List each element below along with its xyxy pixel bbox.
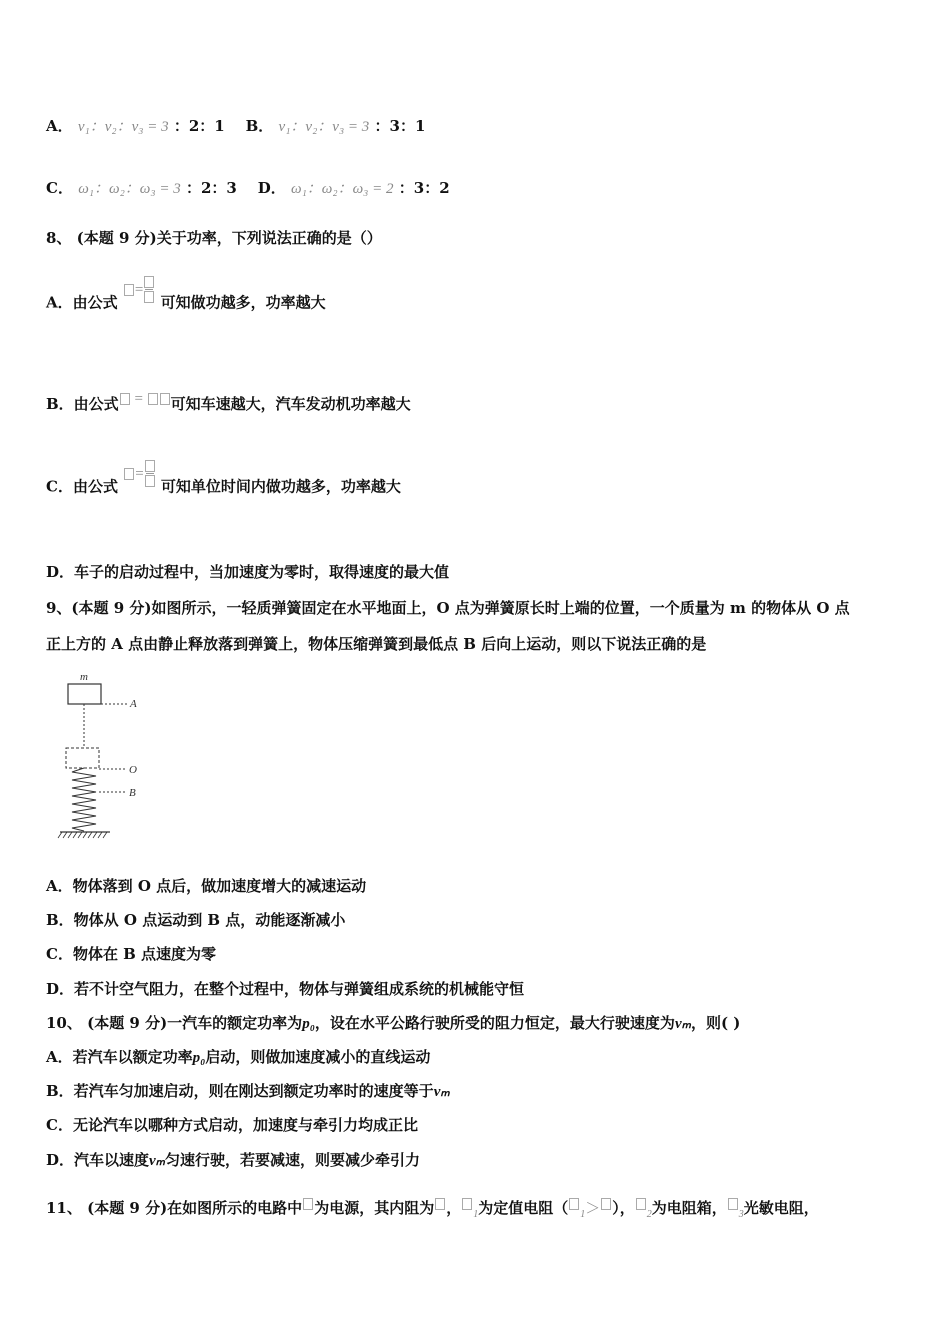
spring-coil: [72, 768, 96, 831]
q9-option-c: C．物体在 B 点速度为零: [46, 945, 217, 963]
q8-option-d: D．车子的启动过程中，当加速度为零时，取得速度的最大值: [46, 563, 450, 581]
symbol-r1b: [569, 1198, 579, 1210]
q8-stem: 8、 (本题 9 分)关于功率，下列说法正确的是（）: [46, 229, 382, 247]
ground-hatching: [58, 832, 107, 838]
q8-option-a-pre: A．由公式: [46, 293, 118, 312]
q7-option-d-expr: ω₁：ω₂：ω₃ = 2: [290, 181, 394, 197]
q10-option-b-pre: B．若汽车匀加速启动，则在刚达到额定功率时的速度等于: [46, 1082, 434, 1100]
fig-label-m: m: [80, 671, 88, 683]
symbol-r3: [728, 1198, 738, 1210]
q10-option-b: [46, 1081, 450, 1102]
q11-text-5: 为电阻箱，: [651, 1199, 727, 1217]
q11-gt: ＞: [585, 1201, 601, 1217]
spring-diagram: [56, 668, 156, 843]
q9-option-b: B．物体从 O 点运动到 B 点，动能逐渐减小: [46, 911, 346, 929]
q11-text-6: 光敏电阻，: [743, 1199, 819, 1217]
q11-stem-pre: 11、 (本题 9 分)在如图所示的电路中: [46, 1199, 303, 1217]
q10-option-d: [46, 1150, 420, 1171]
symbol-r1: [462, 1198, 472, 1210]
symbol-r2: [636, 1198, 646, 1210]
q9-option-d: D．若不计空气阻力，在整个过程中，物体与弹簧组成系统的机械能守恒: [46, 980, 525, 998]
q10-stem-mid: ，设在水平公路行驶所受的阻力恒定，最大行驶速度为: [314, 1014, 675, 1032]
mass-block-at-a: [68, 684, 101, 704]
symbol-e: [303, 1198, 313, 1210]
q8-option-c: [46, 465, 401, 501]
q7-option-a-label: A．: [46, 117, 73, 135]
sub-3: 3: [738, 1209, 744, 1220]
q11-text-1: 为电源，其内阻为: [314, 1199, 435, 1217]
fig-label-b: B: [129, 787, 136, 799]
fig-label-a: A: [130, 698, 137, 710]
q7-option-b-tail: ：3：1: [374, 117, 426, 135]
fig-label-o: O: [129, 764, 137, 776]
q7-option-d-label: D．: [257, 179, 286, 197]
q9-option-a: A．物体落到 O 点后，做加速度增大的减速运动: [46, 877, 367, 895]
q7-option-c-label: C．: [46, 179, 73, 197]
q11-text-2: ，: [446, 1199, 462, 1217]
q7-option-b-expr: v₁：v₂：v₃ = 3: [278, 119, 370, 135]
q9-stem-line1: 9、(本题 9 分)如图所示，一轻质弹簧固定在水平地面上，O 点为弹簧原长时上端的位置，一个质量为 m 的物体从 O 点: [46, 599, 850, 617]
mass-block-at-o: [66, 748, 99, 768]
symbol-r: [435, 1198, 445, 1210]
q7-option-d-tail: ：3：2: [398, 179, 450, 197]
q7-option-a-tail: ：2：1: [173, 117, 225, 135]
q10-a-p0: p₀: [192, 1050, 206, 1066]
q8-option-b: [46, 391, 411, 415]
q10-b-vm: vₘ: [433, 1084, 450, 1100]
q7-option-b-label: B．: [245, 117, 274, 135]
q10-stem-pre: 10、 (本题 9 分)一汽车的额定功率为: [46, 1014, 303, 1032]
q7-option-a-expr: v₁：v₂：v₃ = 3: [77, 119, 169, 135]
q8-option-b-pre: B．由公式: [46, 395, 119, 413]
formula-p-equals-fv: =: [119, 389, 171, 407]
q11-text-3: 为定值电阻（: [478, 1199, 569, 1217]
q8-option-a-post: 可知做功越多，功率越大: [160, 293, 326, 312]
symbol-r-b: [601, 1198, 611, 1210]
q7-options-ab: [46, 116, 425, 137]
q11-stem: [46, 1198, 819, 1225]
q10-p0: p₀: [302, 1016, 315, 1032]
q11-text-4: ），: [612, 1199, 635, 1217]
q10-stem: [46, 1013, 740, 1034]
q10-option-a-post: 启动，则做加速度减小的直线运动: [205, 1048, 431, 1066]
q8-option-b-post: 可知车速越大，汽车发动机功率越大: [170, 395, 411, 413]
sub-2: 2: [646, 1209, 652, 1220]
q10-option-c: C．无论汽车以哪种方式启动，加速度与牵引力均成正比: [46, 1116, 418, 1134]
q7-options-cd: [46, 178, 450, 199]
q9-stem-line2: 正上方的 A 点由静止释放落到弹簧上，物体压缩弹簧到最低点 B 后向上运动，则以下说法正确的是: [46, 635, 707, 653]
q10-option-d-post: 匀速行驶，若要减速，则要减少牵引力: [165, 1151, 421, 1169]
q10-vm: vₘ: [674, 1016, 691, 1032]
q8-option-c-pre: C．由公式: [46, 477, 118, 496]
formula-p-equals-w-over-t: =: [123, 280, 155, 298]
formula-p-equals-w-over-t-2: =: [123, 464, 155, 482]
q8-option-c-post: 可知单位时间内做功越多，功率越大: [160, 477, 401, 496]
sub-1: 1: [473, 1209, 479, 1220]
q7-option-c-expr: ω₁：ω₂：ω₃ = 3: [78, 181, 181, 197]
q10-option-a: [46, 1047, 430, 1068]
q10-stem-post: ，则( ): [690, 1014, 741, 1032]
sub-1b: 1: [580, 1209, 586, 1220]
q10-option-a-pre: A．若汽车以额定功率: [46, 1048, 193, 1066]
q10-option-d-pre: D．汽车以速度: [46, 1151, 150, 1169]
q10-d-vm: vₘ: [149, 1153, 166, 1169]
q7-option-c-tail: ：2：3: [185, 179, 237, 197]
q8-option-a: [46, 281, 326, 317]
